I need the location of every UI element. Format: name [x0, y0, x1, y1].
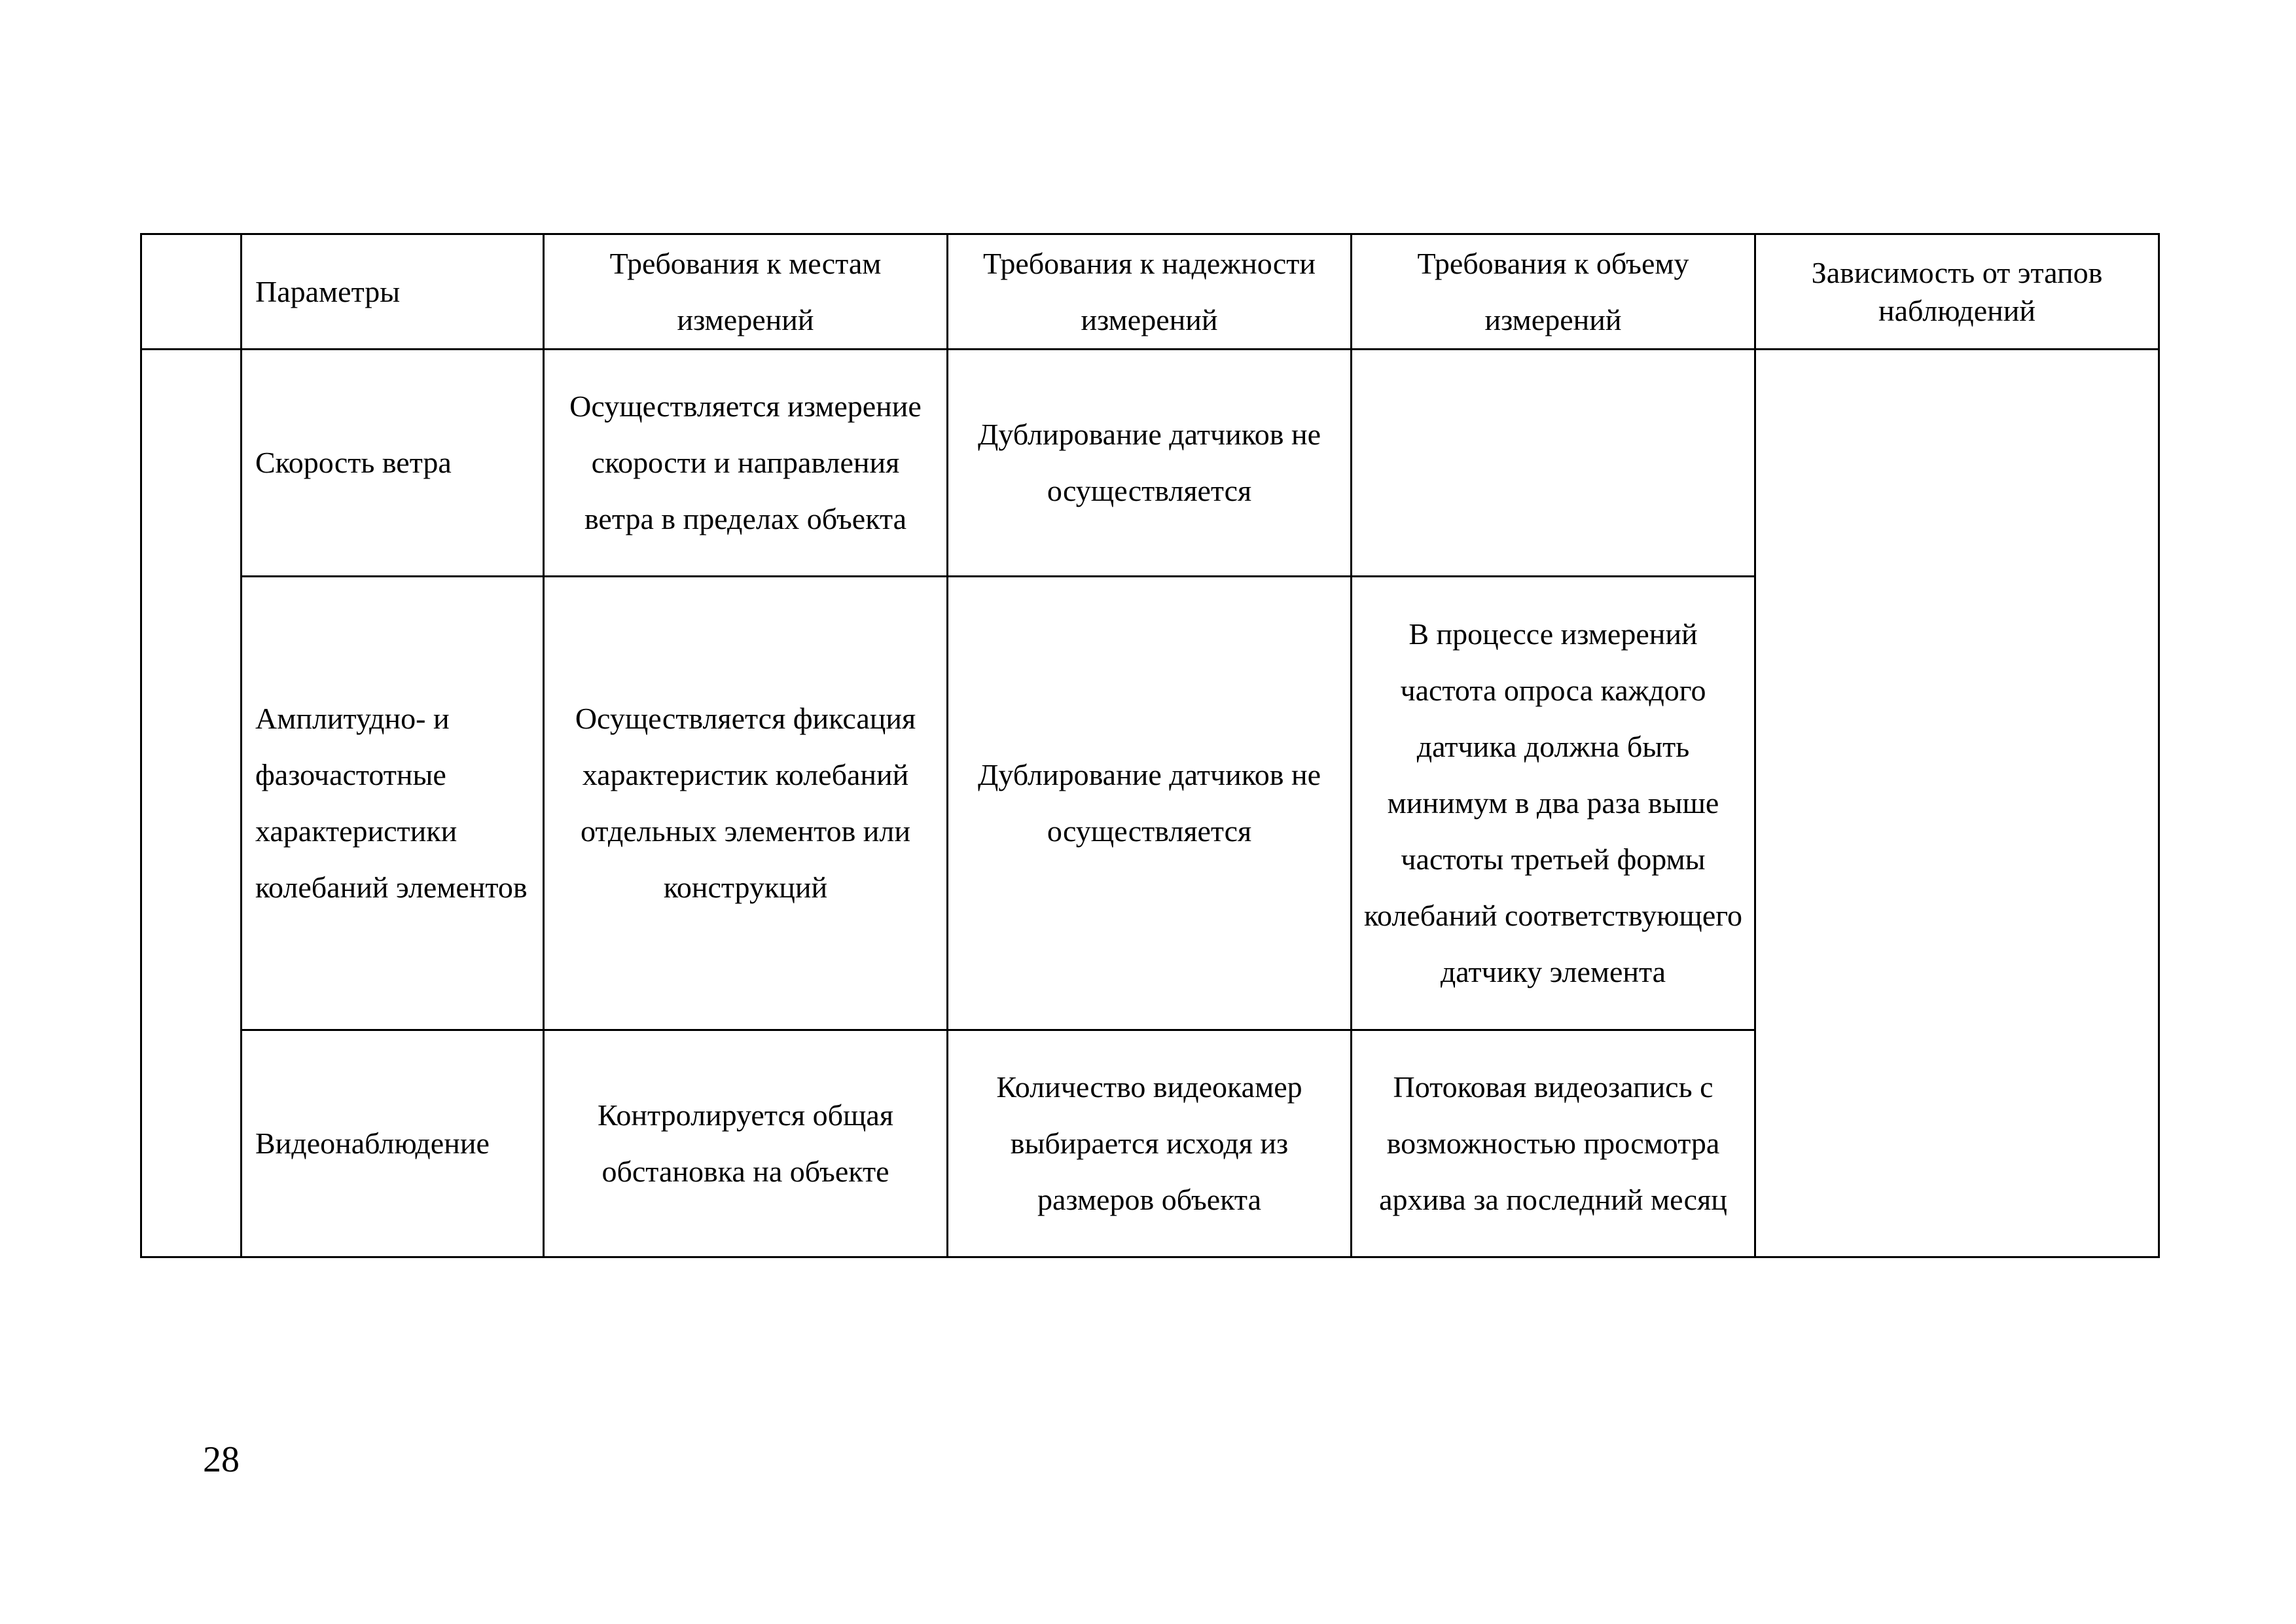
index-cell: [141, 350, 242, 1257]
locations-cell: Осуществляется измерение скорости и направления ветра в пределах объекта: [544, 350, 948, 577]
header-cell-locations: Требования к местам измерений: [544, 234, 948, 350]
locations-cell: Осуществляется фиксация характеристик колебаний отдельных элементов или конструкций: [544, 577, 948, 1030]
header-cell-volume: Требования к объему измерений: [1352, 234, 1755, 350]
locations-cell: Контролируется общая обстановка на объекте: [544, 1030, 948, 1257]
table-header-row: [141, 234, 2159, 350]
reliability-cell: Дублирование датчиков не осуществляется: [948, 577, 1352, 1030]
parameter-cell: Амплитудно- и фазочастотные характеристики колебаний элементов: [242, 577, 544, 1030]
reliability-cell: Дублирование датчиков не осуществляется: [948, 350, 1352, 577]
volume-cell: Потоковая видеозапись с возможностью просмотра архива за последний месяц: [1352, 1030, 1755, 1257]
volume-cell: В процессе измерений частота опроса каждого датчика должна быть минимум в два раза выше частоты третьей формы колебаний соответствующего датчику элемента: [1352, 577, 1755, 1030]
header-cell-stage-dependency: Зависимость от этапов наблюдений: [1755, 234, 2159, 350]
volume-cell: [1352, 350, 1755, 577]
header-cell-reliability: Требования к надежности измерений: [948, 234, 1352, 350]
header-cell-parameters: Параметры: [242, 234, 544, 350]
header-cell-index: [141, 234, 242, 350]
parameter-cell: Видеонаблюдение: [242, 1030, 544, 1257]
table-row: [141, 350, 2159, 577]
page-number: 28: [203, 1439, 240, 1480]
reliability-cell: Количество видеокамер выбирается исходя из размеров объекта: [948, 1030, 1352, 1257]
requirements-table: [140, 233, 2160, 1258]
parameter-cell: Скорость ветра: [242, 350, 544, 577]
stage-dependency-cell: [1755, 350, 2159, 1257]
